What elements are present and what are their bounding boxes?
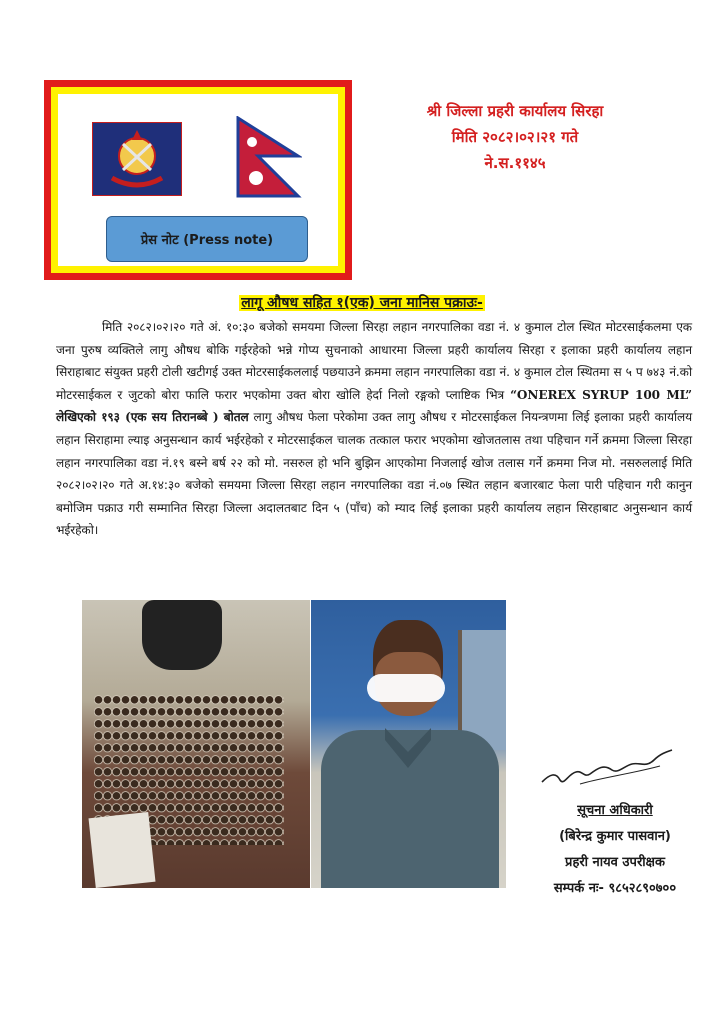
officer-contact: सम्पर्क नः- ९८५२८९०७०० — [553, 881, 677, 896]
document-paper — [89, 812, 156, 888]
signature-block — [520, 798, 710, 902]
officer-name: (बिरेन्द्र कुमार पासवान) — [559, 829, 671, 844]
press-note-badge: प्रेस नोट (Press note) — [106, 216, 308, 262]
office-date: मिति २०८२।०२।२१ गते — [451, 128, 579, 146]
header-frame — [44, 80, 352, 280]
office-name: श्री जिल्ला प्रहरी कार्यालय सिरहा — [426, 102, 604, 120]
news-title: लागू औषध सहित १(एक) जना मानिस पक्राउः- — [241, 295, 483, 311]
handwritten-signature — [520, 744, 700, 796]
header-frame-inner — [51, 87, 345, 273]
office-reference-number: ने.स.११४५ — [484, 154, 546, 172]
body-text-part2: लागु औषध फेला परेकोमा उक्त लागु औषध र मोटरसाईकल नियन्त्रणमा लिई इलाका प्रहरी कार्यालय लहान सिराहामा ल्याइ अनुसन्धान कार्य भईरहेको र मोटरसाईकल चालक तत्काल फरार भएकोमा खोजतलास तथा पहिचान गर्ने क्रममा जिल्ला सिरहा लहान नगरपालिका वडा नं.१९ बस्ने बर्ष २२ को मो. नसरुल हो भनि बुझिन आएकोमा निजलाई खोज तलास गर्ने क्रममा निज मो. नसरुललाई मिति २०८२।०२।२० गते अ.१४:३० बजेको समयमा जिल्ला सिरहा लहान नगरपालिका वडा नं.०७ स्थित लहान बजारबाट फेला पारी पहिचान गरी कानुन बमोजिम पक्राउ गरी सम्मानित सिरहा जिल्ला अदालतबाट दिन ५ (पाँच) को म्याद लिई इलाका प्रहरी कार्यालय लहान सिरहाबाट अनुसन्धान कार्य भईरहेको। — [56, 410, 693, 538]
officer-rank: प्रहरी नायव उपरीक्षक — [565, 855, 665, 870]
arrested-person-photo — [311, 600, 506, 888]
nepal-flag-icon — [236, 116, 302, 198]
news-body — [56, 316, 692, 542]
face-blur-mask — [367, 674, 445, 702]
police-emblem-icon — [92, 122, 182, 196]
news-title-wrapper — [0, 292, 724, 312]
body-text-highlight: “ONEREX SYRUP 100 ML” लेखिएको १९३ (एक सय तिरानब्बे ) बोतल — [56, 387, 692, 425]
office-heading — [380, 98, 650, 176]
seized-bottles-photo — [82, 600, 310, 888]
office-chair — [142, 600, 222, 670]
body-text-part1: मिति २०८२।०२।२० गते अं. १०:३० बजेको समयमा जिल्ला सिरहा लहान नगरपालिका वडा नं. ४ कुमाल टोल स्थित मोटरसाईकलमा एक जना पुरुष व्यक्तिले लागु औषध बोकि गईरहेको भन्ने गोप्य सुचनाको आधारमा जिल्ला प्रहरी कार्यालय सिरहा र इलाका प्रहरी कार्यालय लहान सिराहाबाट संयुक्त प्रहरी टोली खटीगई उक्त मोटरसाईकललाई पछयाउने क्रममा लहान नगरपालिका वडा नं. ४ कुमाल टोल स्थितमा स ५ प ७४३ नं.को मोटरसाईकल र जुटको बोरा फालि फरार भएकोमा उक्त बोरा खोलि हेर्दा निलो रङ्गको प्लाष्टिक भित्र — [56, 320, 692, 402]
officer-title: सूचना अधिकारी — [577, 803, 653, 818]
